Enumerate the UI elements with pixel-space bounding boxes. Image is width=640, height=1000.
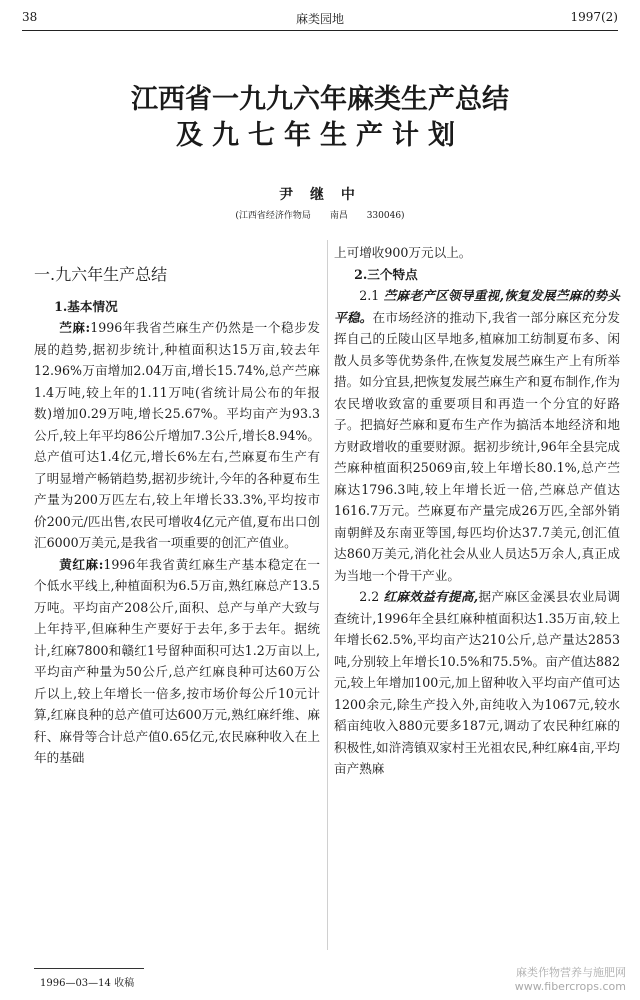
- footnote-rule: [34, 968, 144, 969]
- affiliation-org: (江西省经济作物局: [235, 211, 311, 221]
- kenaf-lead: 黄红麻:: [59, 556, 104, 572]
- affiliation-city: 南昌: [329, 211, 348, 221]
- author-name: 尹 继 中: [279, 187, 361, 203]
- issue-number: 1997(2): [570, 10, 618, 24]
- kenaf-paragraph: [34, 554, 320, 769]
- affiliation-zip: 330046): [366, 211, 405, 221]
- left-column: [34, 242, 320, 769]
- ramie-text: 1996年我省苎麻生产仍然是一个稳步发展的趋势,据初步统计,种植面积达15万亩,较去年12.96%万亩增加2.04万亩,增长15.74%,总产苎麻1.4万吨,较上年的1.11万吨(省统计局公布的年报数)增加0.29万吨,增长25.67%。平均亩产为93.3公斤,较上年平均86公斤增加7.3公斤,增长8.94%。总产值可达1.4亿元,增长6%左右,苎麻夏布生产有了明显增产畅销趋势,据初步统计,今年的各种夏布生产量为200万匹左右,较上年增长33.3%,平均按市价200元/匹出售,农民可增收4亿元产值,夏布出口创汇6000万美元,是我省一项重要的创汇产值业。: [34, 320, 320, 550]
- ramie-lead: 苎麻:: [59, 320, 91, 335]
- point-1-paragraph: [334, 285, 620, 586]
- journal-name: 麻类园地: [295, 12, 344, 26]
- point-1-number: 2.1: [359, 288, 380, 303]
- author-affiliation: [0, 208, 640, 221]
- continued-text: 上可增收900万元以上。: [334, 245, 472, 260]
- point-2-text: 据产麻区金溪县农业局调查统计,1996年全县红麻种植面积达1.35万亩,较上年增长62.5%,平均亩产达210公斤,总产量达2853吨,分别较上年增长10.5%和75.5%。亩产值达882元,较上年增加100元,加上留种收入平均亩产值可达1200余元,除生产投入外,亩纯收入为1067元,较水稻亩纯收入880元要多187元,调动了农民种红麻的积极性,如浒湾镇双家村王光祖农民,种红麻4亩,平均亩产熟麻: [334, 589, 620, 776]
- point-1-lead: 苎麻老产区领导重视,恢复发展苎麻的势头平稳。: [334, 288, 620, 325]
- right-column: [334, 242, 620, 780]
- article-title: [0, 82, 640, 154]
- kenaf-text: 1996年我省黄红麻生产基本稳定在一个低水平线上,种植面积为6.5万亩,熟红麻总产13.5万吨。平均亩产208公斤,面积、总产与单产大致与上年持平,但麻种生产要好于去年,多于去年。据统计,红麻7800和赣红1号留种面积可达1.2万亩以上,平均亩产种量为50公斤,总产红麻良种可达60万公斤以上,较上年增长一倍多,按市场价每公斤10元计算,红麻良种的总产值可达600万元,熟红麻纤维、麻秆、麻骨等合计总产值0.65亿元,农民麻种收入在上年的基础: [34, 556, 320, 765]
- point-2-paragraph: [334, 586, 620, 780]
- subsection-heading: 1.基本情况: [54, 298, 118, 314]
- running-header: [22, 8, 618, 31]
- section-heading: 一.九六年生产总结: [34, 265, 168, 284]
- column-divider: [327, 240, 328, 950]
- watermark-line-1: 麻类作物营养与施肥网: [516, 966, 626, 979]
- point-2-number: 2.2: [359, 589, 380, 604]
- subsection-heading: 2.三个特点: [354, 266, 418, 282]
- title-line-1: 江西省一九九六年麻类生产总结: [131, 84, 509, 115]
- received-date: 1996—03—14 收稿: [40, 978, 135, 989]
- point-2-lead: 红麻效益有提高,: [383, 589, 479, 604]
- ramie-paragraph: [34, 317, 320, 554]
- page-number: 38: [22, 10, 38, 24]
- watermark-line-2: www.fibercrops.com: [514, 980, 626, 993]
- watermark: [515, 966, 626, 994]
- point-1-text: 在市场经济的推动下,我省一部分麻区充分发挥自己的丘陵山区旱地多,植麻加工纺制夏布多、闲散人员多等优势条件,在恢复发展苎麻生产上有所举措。如分宜县,把恢复发展苎麻生产和夏布制作,作为农民增收致富的重要项目和再造一个分宜的好路子。把搞好苎麻和夏布生产作为搞活本地经济和地方财政增收的重要财源。据初步统计,96年全县完成苎麻种植面积25069亩,较上年增长80.1%,总产苎麻达1796.3吨,较上年增长近一倍,苎麻总产值达1616.7万元。苎麻夏布产量完成26万匹,全部外销南朝鲜及东南亚等国,每匹均价达37.7美元,创汇值达860万美元,消化社会从业人员达5万余人,真正成为当地一个骨干产业。: [334, 309, 620, 583]
- title-line-2: 及九七年生产计划: [176, 120, 464, 151]
